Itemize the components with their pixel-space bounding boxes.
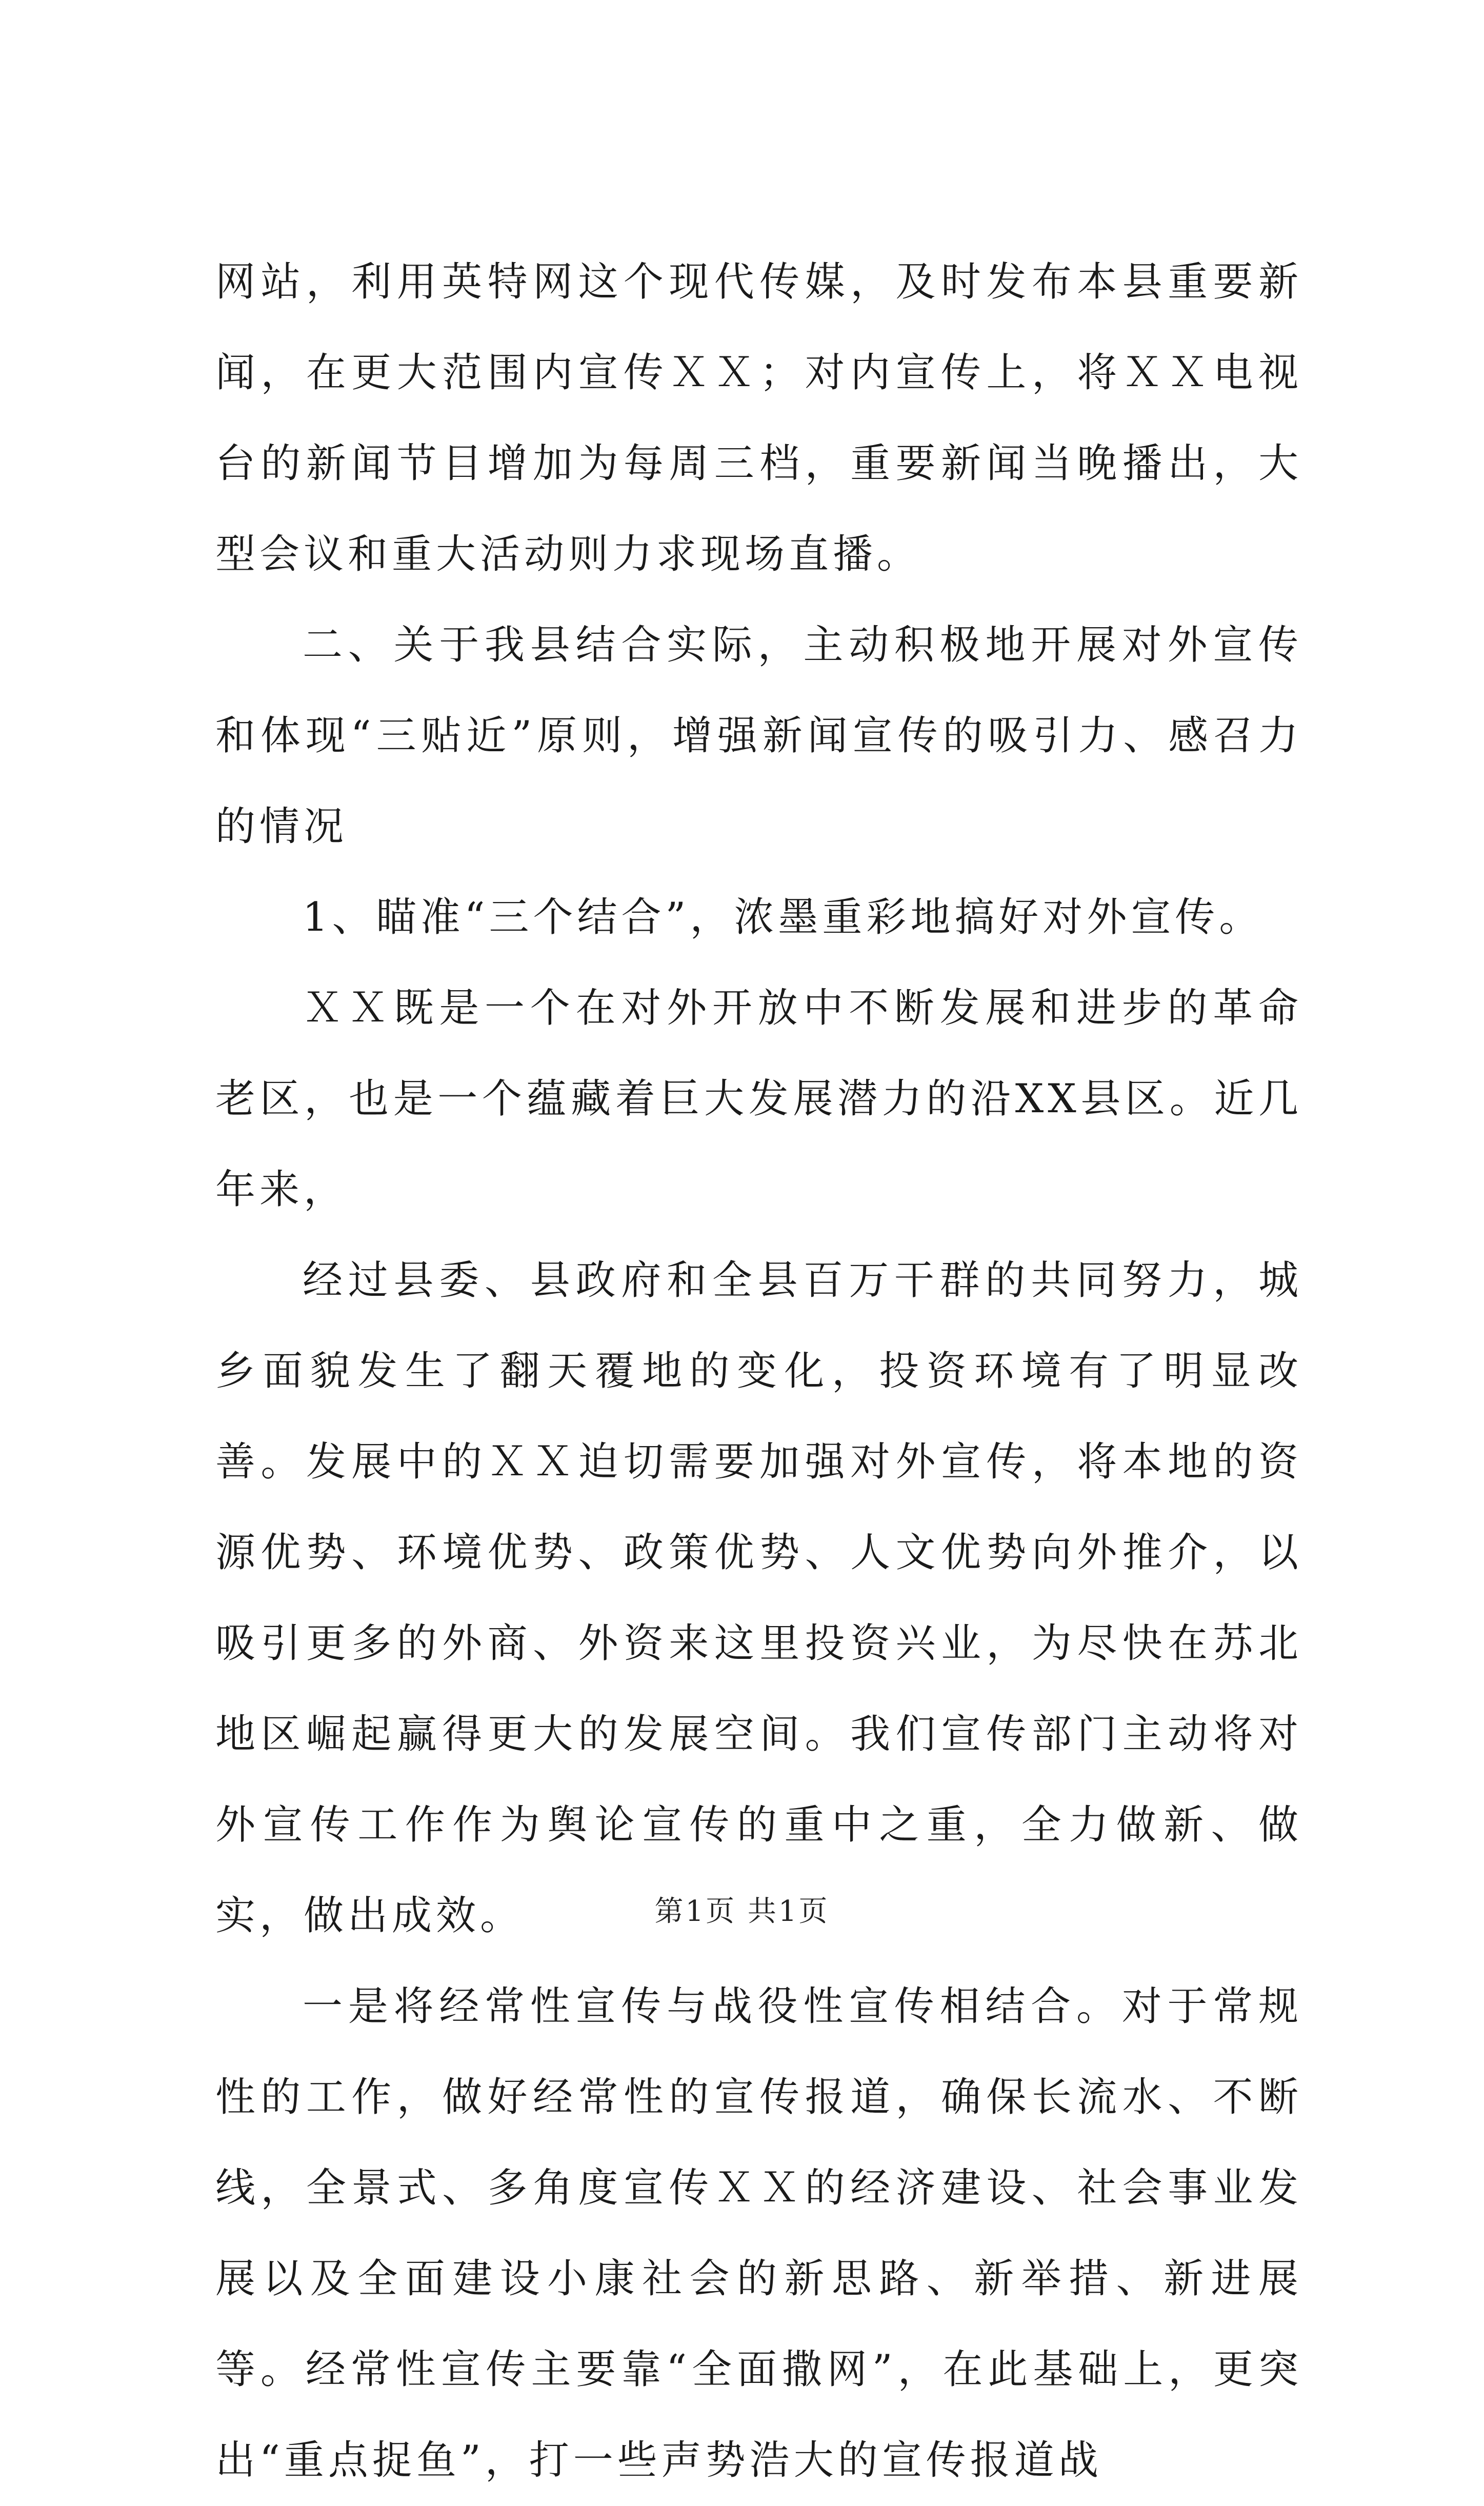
paragraph-subheading: 1、瞄准“三个结合”，浓墨重彩地搞好对外宣传。 <box>303 894 1264 940</box>
paragraph-body: 一是将经常性宣传与战役性宣传相结合。对于常规性的工作，做好经常性的宣传报道，确保长流水、不断线，全景式、多角度宣传ＸＸ的经济建设、社会事业发展以及全面建设小康社会的新思路、新举措、新进展等。经常性宣传主要靠“全面撒网”，在此基础上，更突出“重点捉鱼”，打一些声势浩大的宣传报道战 <box>215 1983 1302 2483</box>
paragraph-body: 经过县委、县政府和全县百万干群的共同努力，城乡面貌发生了翻天覆地的变化，投资环境有了明显改善。发展中的ＸＸ迫切需要加强对外宣传，将本地的资源优势、环境优势、政策优势、人文优势向外推介，以吸引更多的外商、外资来这里投资兴业，为尽快在苏北地区崛起赢得更大的发展空间。我们宣传部门主动将对外宣传工作作为舆论宣传的重中之重，全力做新、做实，做出成效。 <box>215 1257 1302 1939</box>
document-body <box>215 237 1302 2506</box>
paragraph-section-heading: 二、关于我县结合实际，主动积极地开展对外宣传和体现“三贴近”原则，增强新闻宣传的吸引力、感召力的情况 <box>215 622 1302 850</box>
paragraph-continuation: 网站，利用英特网这个现代传媒，及时发布本县重要新闻，在更大范围内宣传ＸＸ；对内宣传上，将ＸＸ电视台的新闻节目增加为每周三档，重要新闻当晚播出，大型会议和重大活动则力求现场直播。 <box>215 259 1302 577</box>
paragraph-body: ＸＸ既是一个在对外开放中不断发展和进步的革命老区，也是一个蕴藏着巨大发展潜力的沿XX县区。近几年来， <box>215 985 1302 1213</box>
page-footer: 第1页 共1页 <box>654 1895 830 1928</box>
